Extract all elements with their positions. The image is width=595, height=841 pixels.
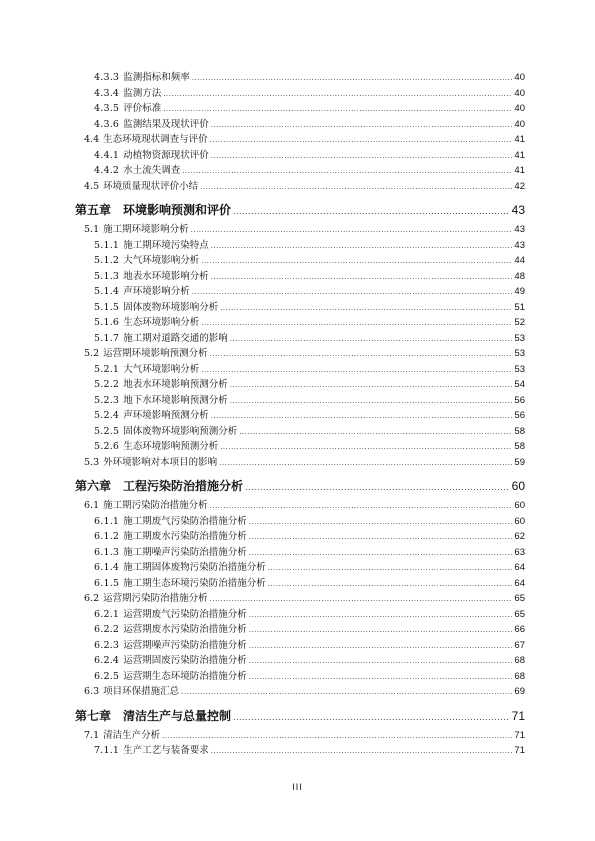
toc-entry-number: 5.2.3 (94, 394, 120, 406)
toc-entry[interactable] (84, 455, 525, 471)
toc-entry-number: 6.1.2 (94, 531, 120, 542)
toc-leader-dots (211, 238, 513, 254)
toc-entry-number: 7.1.1 (94, 745, 120, 756)
toc-entry-title: 施工期环境污染特点 (123, 239, 209, 251)
toc-entry-title: 生产工艺与装备要求 (123, 745, 209, 756)
toc-entry-title: 施工期污染防治措施分析 (103, 500, 208, 511)
toc-entry-number: 5.2.4 (94, 410, 120, 421)
toc-leader-dots (249, 514, 513, 530)
table-of-contents (0, 70, 595, 759)
toc-entry-page: 43 (514, 239, 525, 251)
toc-entry-number: 5.2.6 (94, 441, 120, 452)
toc-entry-number: 5.2.1 (94, 363, 120, 375)
toc-entry-number: 4.4.2 (94, 165, 120, 176)
toc-entry-page: 59 (514, 456, 525, 468)
toc-entry[interactable] (94, 101, 525, 117)
toc-leader-dots (163, 101, 512, 117)
toc-entry-title: 清洁生产与总量控制 (123, 708, 232, 723)
toc-entry[interactable] (94, 638, 525, 654)
toc-entry-page: 41 (514, 165, 525, 176)
toc-leader-dots (245, 475, 510, 499)
toc-entry-page: 71 (511, 708, 525, 723)
toc-entry-number: 5.2 (84, 348, 100, 359)
toc-entry-number: 6.2.1 (94, 608, 120, 620)
toc-leader-dots (200, 179, 512, 195)
toc-entry-page: 40 (514, 87, 525, 99)
toc-entry-number: 第六章 (75, 479, 112, 493)
toc-entry-title: 施工期噪声污染防治措施分析 (123, 546, 247, 558)
toc-entry[interactable] (84, 591, 525, 607)
toc-entry-title: 固体废物环境影响分析 (123, 301, 219, 313)
toc-entry[interactable] (84, 346, 525, 362)
toc-entry[interactable] (84, 684, 525, 700)
toc-entry-title: 声环境影响预测分析 (123, 410, 209, 421)
toc-leader-dots (210, 498, 513, 514)
toc-leader-dots (249, 669, 513, 685)
toc-entry-title: 声环境影响分析 (123, 286, 190, 297)
toc-entry-page: 56 (514, 410, 525, 421)
toc-leader-dots (182, 163, 512, 179)
toc-entry-number: 4.4.1 (94, 149, 120, 161)
toc-entry-page: 48 (514, 270, 525, 282)
toc-entry-title: 生态环境影响分析 (123, 317, 200, 328)
toc-entry-title: 施工期环境影响分析 (103, 224, 189, 235)
toc-entry-page: 68 (514, 670, 525, 682)
toc-entry-title: 监测结果及现状评价 (123, 118, 209, 130)
toc-leader-dots (192, 284, 513, 300)
toc-leader-dots (268, 576, 513, 592)
toc-entry-page: 65 (514, 593, 525, 604)
toc-entry-title: 地表水环境影响预测分析 (123, 379, 228, 390)
toc-entry-title: 施工期废气污染防治措施分析 (123, 515, 247, 527)
toc-leader-dots (230, 377, 513, 393)
toc-entry[interactable] (94, 284, 525, 300)
toc-entry[interactable] (94, 560, 525, 576)
toc-entry-page: 64 (514, 562, 525, 573)
toc-entry-title: 监测指标和频率 (123, 72, 190, 83)
toc-entry-title: 项目环保措施汇总 (103, 686, 180, 697)
toc-entry-page: 71 (514, 729, 525, 741)
toc-entry-number: 6.1 (84, 500, 100, 511)
toc-entry-number: 4.3.3 (94, 72, 120, 83)
toc-entry-title: 监测方法 (123, 87, 162, 99)
toc-entry-title: 环境影响预测和评价 (123, 203, 232, 217)
toc-entry-page: 60 (514, 500, 525, 511)
toc-entry[interactable] (84, 179, 525, 195)
toc-entry-title: 评价标准 (123, 103, 162, 114)
toc-entry-title: 大气环境影响分析 (123, 255, 200, 266)
toc-entry-page: 40 (514, 72, 525, 83)
toc-entry[interactable] (94, 238, 525, 254)
toc-entry-title: 生态环境影响预测分析 (123, 441, 219, 452)
toc-entry-number: 5.1.3 (94, 270, 120, 282)
toc-entry-page: 52 (514, 317, 525, 328)
toc-entry-page: 65 (514, 608, 525, 620)
toc-entry-title: 外环境影响对本项目的影响 (103, 456, 218, 468)
toc-entry-number: 4.5 (84, 180, 100, 192)
toc-leader-dots (201, 315, 512, 331)
toc-entry[interactable] (84, 498, 525, 514)
toc-entry-number: 6.2.5 (94, 670, 120, 682)
toc-leader-dots (210, 346, 513, 362)
toc-entry[interactable] (94, 163, 525, 179)
toc-leader-dots (210, 591, 513, 607)
toc-entry-title: 运营期噪声污染防治措施分析 (123, 639, 247, 651)
toc-entry[interactable] (94, 117, 525, 133)
toc-entry-number: 6.1.4 (94, 562, 120, 573)
toc-entry-title: 水土流失调查 (123, 165, 181, 176)
toc-entry-title: 动植物资源现状评价 (123, 149, 209, 161)
toc-entry-number: 5.2.2 (94, 379, 120, 390)
toc-entry[interactable] (94, 653, 525, 669)
toc-entry-title: 地下水环境影响预测分析 (123, 394, 228, 406)
toc-entry[interactable] (84, 222, 525, 238)
toc-entry-title: 运营期生态环境防治措施分析 (123, 670, 247, 682)
toc-entry[interactable] (94, 514, 525, 530)
toc-entry-page: 71 (514, 745, 525, 756)
toc-leader-dots (230, 331, 513, 347)
toc-leader-dots (191, 222, 513, 238)
toc-entry-number: 4.3.4 (94, 87, 120, 99)
toc-entry-number: 4.3.5 (94, 103, 120, 114)
toc-entry[interactable] (94, 576, 525, 592)
toc-entry-number: 6.1.5 (94, 577, 120, 589)
toc-entry-number: 6.1.1 (94, 515, 120, 527)
toc-entry-page: 60 (511, 479, 525, 493)
toc-entry-number: 6.3 (84, 686, 100, 697)
toc-entry-page: 43 (511, 203, 525, 217)
toc-entry-title: 施工期对道路交通的影响 (123, 332, 228, 344)
toc-entry-number: 5.1.1 (94, 239, 120, 251)
toc-entry-page: 68 (514, 655, 525, 666)
toc-entry-page: 44 (514, 255, 525, 266)
toc-entry[interactable] (94, 439, 525, 455)
toc-entry[interactable] (94, 408, 525, 424)
toc-entry-number: 5.1.6 (94, 317, 120, 328)
toc-entry-page: 58 (514, 441, 525, 452)
toc-entry-title: 环境质量现状评价小结 (103, 180, 199, 192)
toc-leader-dots (268, 560, 513, 576)
toc-entry[interactable] (94, 529, 525, 545)
toc-leader-dots (192, 70, 513, 86)
toc-entry[interactable] (94, 269, 525, 285)
toc-entry-title: 固体废物环境影响预测分析 (123, 425, 238, 437)
toc-entry-page: 69 (514, 686, 525, 697)
toc-entry[interactable] (94, 424, 525, 440)
toc-entry-page: 62 (514, 531, 525, 542)
toc-entry[interactable] (84, 132, 525, 148)
toc-entry-page: 51 (514, 301, 525, 313)
toc-entry-number: 7.1 (84, 729, 100, 741)
toc-leader-dots (249, 653, 513, 669)
toc-entry-number: 6.2.3 (94, 639, 120, 651)
toc-entry[interactable] (94, 70, 525, 86)
toc-leader-dots (249, 622, 513, 638)
toc-entry-page: 54 (514, 379, 525, 390)
toc-entry-number: 5.1 (84, 224, 100, 235)
toc-entry-number: 5.3 (84, 456, 100, 468)
toc-leader-dots (239, 424, 512, 440)
toc-entry[interactable] (94, 743, 525, 759)
toc-entry-title: 生态环境现状调查与评价 (103, 134, 208, 145)
toc-entry-page: 60 (514, 515, 525, 527)
toc-entry-page: 64 (514, 577, 525, 589)
toc-leader-dots (233, 705, 510, 729)
toc-chapter-entry[interactable] (75, 704, 525, 728)
toc-entry-title: 运营期固废污染防治措施分析 (123, 655, 247, 666)
toc-leader-dots (211, 117, 513, 133)
toc-leader-dots (181, 684, 512, 700)
toc-entry-title: 运营期废水污染防治措施分析 (123, 624, 247, 635)
toc-entry-title: 运营期环境影响预测分析 (103, 348, 208, 359)
toc-entry-page: 67 (514, 639, 525, 651)
toc-entry-page: 40 (514, 118, 525, 130)
toc-entry-title: 施工期生态环境污染防治措施分析 (123, 577, 266, 589)
toc-entry-page: 40 (514, 103, 525, 114)
toc-entry-title: 清洁生产分析 (103, 729, 161, 741)
toc-entry[interactable] (84, 728, 525, 744)
toc-entry-title: 施工期固体废物污染防治措施分析 (123, 562, 266, 573)
toc-leader-dots (219, 455, 512, 471)
toc-entry-number: 5.1.7 (94, 332, 120, 344)
toc-entry-page: 49 (514, 286, 525, 297)
toc-entry-number: 5.1.5 (94, 301, 120, 313)
toc-leader-dots (162, 728, 512, 744)
toc-entry-page: 66 (514, 624, 525, 635)
toc-leader-dots (249, 529, 513, 545)
toc-entry-number: 6.1.3 (94, 546, 120, 558)
toc-entry[interactable] (94, 607, 525, 623)
toc-entry-number: 5.2.5 (94, 425, 120, 437)
toc-entry[interactable] (94, 393, 525, 409)
toc-entry-title: 施工期废水污染防治措施分析 (123, 531, 247, 542)
toc-entry-page: 53 (514, 332, 525, 344)
toc-entry-number: 6.2.4 (94, 655, 120, 666)
toc-entry-page: 41 (514, 134, 525, 145)
toc-entry-page: 53 (514, 348, 525, 359)
toc-entry[interactable] (94, 86, 525, 102)
toc-leader-dots (163, 86, 512, 102)
toc-leader-dots (249, 545, 513, 561)
toc-leader-dots (210, 132, 513, 148)
toc-leader-dots (249, 607, 513, 623)
toc-entry-number: 5.1.2 (94, 255, 120, 266)
toc-entry[interactable] (94, 377, 525, 393)
toc-entry[interactable] (94, 331, 525, 347)
toc-entry[interactable] (94, 362, 525, 378)
toc-entry[interactable] (94, 148, 525, 164)
toc-leader-dots (211, 408, 513, 424)
toc-entry-number: 6.2 (84, 593, 100, 604)
toc-chapter-entry[interactable] (75, 474, 525, 498)
toc-entry[interactable] (94, 253, 525, 269)
toc-leader-dots (211, 148, 513, 164)
toc-leader-dots (220, 300, 512, 316)
toc-leader-dots (220, 439, 512, 455)
toc-leader-dots (201, 362, 512, 378)
toc-entry-page: 53 (514, 363, 525, 375)
toc-leader-dots (233, 199, 510, 223)
toc-entry-title: 运营期废气污染防治措施分析 (123, 608, 247, 620)
toc-leader-dots (211, 269, 513, 285)
toc-entry-page: 63 (514, 546, 525, 558)
toc-entry-title: 地表水环境影响分析 (123, 270, 209, 282)
toc-leader-dots (249, 638, 513, 654)
toc-entry[interactable] (94, 315, 525, 331)
toc-entry-page: 58 (514, 425, 525, 437)
toc-entry-number: 5.1.4 (94, 286, 120, 297)
toc-entry-page: 43 (514, 224, 525, 235)
toc-entry-title: 工程污染防治措施分析 (123, 479, 244, 493)
page-number: III (292, 782, 303, 792)
toc-entry[interactable] (94, 622, 525, 638)
toc-entry-number: 4.3.6 (94, 118, 120, 130)
toc-entry-title: 大气环境影响分析 (123, 363, 200, 375)
toc-chapter-entry[interactable] (75, 198, 525, 222)
toc-entry[interactable] (94, 545, 525, 561)
toc-entry-number: 第五章 (75, 203, 112, 217)
toc-entry-page: 42 (514, 180, 525, 192)
toc-entry-page: 56 (514, 394, 525, 406)
toc-entry-number: 第七章 (75, 708, 112, 723)
toc-entry-number: 6.2.2 (94, 624, 120, 635)
toc-entry[interactable] (94, 669, 525, 685)
toc-leader-dots (230, 393, 513, 409)
toc-entry-title: 运营期污染防治措施分析 (103, 593, 208, 604)
toc-entry-page: 41 (514, 149, 525, 161)
toc-leader-dots (211, 743, 513, 759)
toc-entry[interactable] (94, 300, 525, 316)
toc-leader-dots (201, 253, 512, 269)
toc-entry-number: 4.4 (84, 134, 100, 145)
